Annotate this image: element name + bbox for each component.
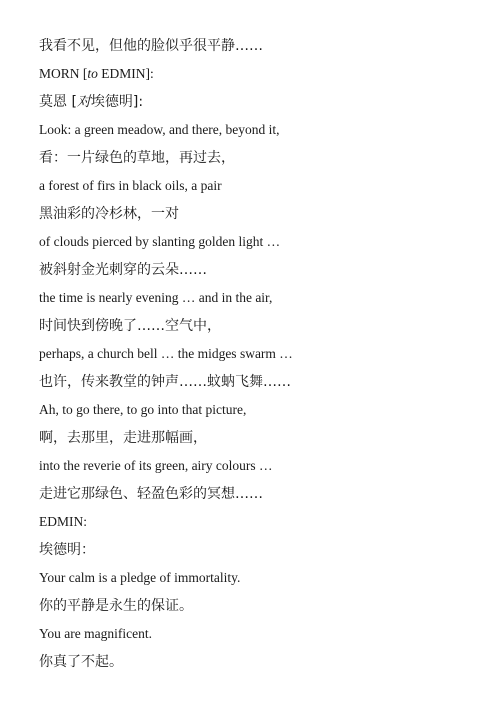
text-line-en: the time is nearly evening … and in the air, (39, 290, 273, 305)
text-line-en: Look: a green meadow, and there, beyond it, (39, 122, 280, 137)
text-line-zh: 时间快到傍晚了……空气中， (39, 318, 221, 334)
stage-direction-zh (39, 88, 479, 116)
text-line-en: Your calm is a pledge of immortality. (39, 570, 241, 585)
bracket-open: [ (67, 94, 77, 110)
bracket-open: [ (79, 66, 88, 81)
italic-direction: to (87, 66, 98, 81)
text-line-zh: 也许，传来教堂的钟声……蚊蚋飞舞…… (39, 374, 291, 390)
text-line-en: a forest of firs in black oils, a pair (39, 178, 222, 193)
text-line-zh: 我看不见，但他的脸似乎很平静…… (39, 38, 263, 54)
speaker-heading-zh: 埃德明： (39, 542, 95, 558)
direction-rest: 埃德明]: (90, 94, 144, 110)
text-line-en: You are magnificent. (39, 626, 152, 641)
text-line-zh: 你的平静是永生的保证。 (39, 598, 193, 614)
text-line-en: Ah, to go there, to go into that picture, (39, 402, 247, 417)
text-line-en: into the reverie of its green, airy colours … (39, 458, 273, 473)
speaker-name: MORN (39, 66, 80, 81)
stage-direction-en (39, 60, 479, 88)
text-line-zh: 黑油彩的冷杉林，一对 (39, 206, 179, 222)
text-line-zh: 走进它那绿色、轻盈色彩的冥想…… (39, 486, 263, 502)
text-line-zh: 你真了不起。 (39, 654, 123, 670)
text-line-en: perhaps, a church bell … the midges swarm … (39, 346, 293, 361)
document-page (39, 32, 479, 676)
italic-direction: 对 (76, 94, 91, 110)
text-line-zh: 看：一片绿色的草地，再过去， (39, 150, 235, 166)
speaker-heading-en: EDMIN: (39, 514, 87, 529)
text-line-zh: 被斜射金光刺穿的云朵…… (39, 262, 207, 278)
direction-rest: EDMIN]: (97, 66, 154, 81)
speaker-name: 莫恩 (39, 94, 67, 110)
text-line-en: of clouds pierced by slanting golden light … (39, 234, 281, 249)
text-line-zh: 啊，去那里，走进那幅画， (39, 430, 207, 446)
